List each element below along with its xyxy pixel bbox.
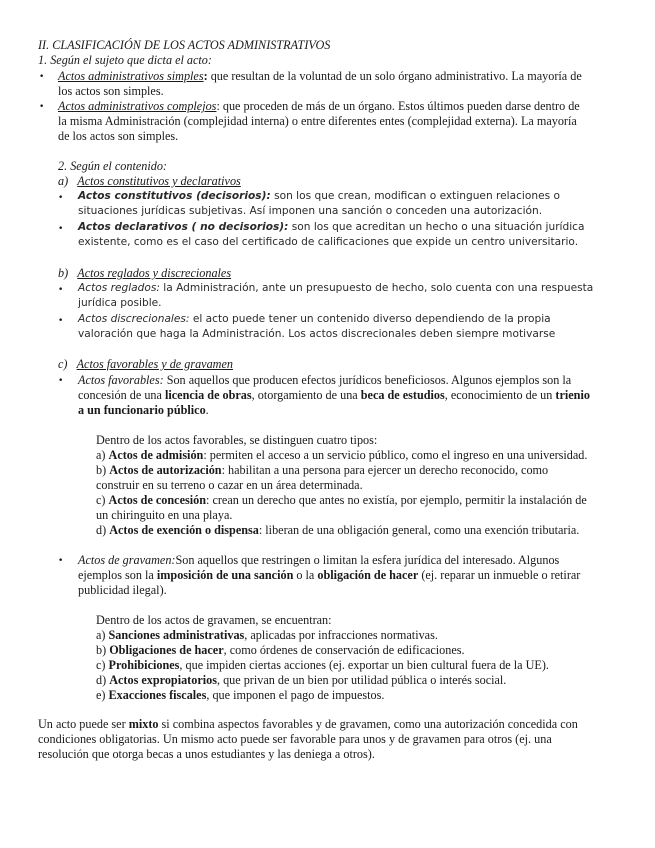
bullet-icon: • (58, 193, 64, 203)
gravamen-item-d: d) Actos expropiatorios, que privan de un bien por utilidad pública o interés social. (96, 673, 507, 687)
subsection-2-heading: 2. Según el contenido: (58, 159, 167, 173)
regulated-term: Actos reglados: (78, 282, 160, 294)
favorable-intro: Dentro de los actos favorables, se distinguen cuatro tipos: (96, 433, 378, 447)
complex-acts-term: Actos administrativos complejos (58, 99, 217, 113)
discretionary-term: Actos discrecionales: (78, 313, 190, 325)
declarative-line-1: Actos declarativos ( no decisorios): son los que acreditan un hecho o una situación jurídica (78, 221, 585, 233)
mixed-acts-line-2: condiciones obligatorias. Un mismo acto puede ser favorable para unos y de gravamen para otros (ej. una (38, 732, 552, 746)
favorable-item-a: a) Actos de admisión: permiten el acceso a un servicio público, como el ingreso en una universidad. (96, 448, 588, 462)
group-b-heading: b) Actos reglados y discrecionales (58, 266, 232, 280)
favorable-item-b: b) Actos de autorización: habilitan a una persona para ejercer un derecho reconocido, como (96, 463, 549, 477)
complex-acts-line-3: de los actos son simples. (58, 129, 179, 143)
mixed-acts-line-1: Un acto puede ser mixto si combina aspectos favorables y de gravamen, como una autorización concedida con (38, 717, 578, 731)
discretionary-line-2: valoración que haga la Administración. Los actos discrecionales deben siempre motivarse (78, 328, 556, 340)
declarative-line-2: existente, como es el caso del certificado de calificaciones que expide un centro universitario. (78, 236, 579, 248)
gravamen-line-1: Actos de gravamen:Son aquellos que restringen o limitan la esfera jurídica del interesado. Algunos (78, 553, 560, 567)
discretionary-line-1: Actos discrecionales: el acto puede tener un contenido diverso dependiendo de la propia (78, 313, 551, 325)
constitutive-line-2: situaciones jurídicas subjetivas. Así imponen una sanción o conceden una autorización. (78, 205, 543, 217)
complex-acts-line-2: la misma Administración (complejidad interna) o entre diferentes entes (complejidad externa). La mayoría (58, 114, 577, 128)
favorable-line-2: concesión de una licencia de obras, otorgamiento de una beca de estudios, econocimiento de un trienio (78, 388, 590, 402)
mixed-acts-line-3: resolución que otorga becas a unos estudiantes y las deniega a otros). (38, 747, 375, 761)
gravamen-item-e: e) Exacciones fiscales, que imponen el pago de impuestos. (96, 688, 385, 702)
simple-acts-line-2: los actos son simples. (58, 84, 164, 98)
favorable-item-b-cont: construir en su terreno o cazar en un área determinada. (96, 478, 363, 492)
simple-acts-term: Actos administrativos simples (58, 69, 204, 83)
gravamen-line-2: ejemplos son la imposición de una sanción o la obligación de hacer (ej. reparar un inmueble o retirar (78, 568, 581, 582)
favorable-item-c-cont: un chiringuito en una playa. (96, 508, 233, 522)
favorable-line-1: Actos favorables: Son aquellos que producen efectos jurídicos beneficiosos. Algunos ejemplos son la (78, 373, 572, 387)
group-a-heading: a) Actos constitutivos y declarativos (58, 174, 241, 188)
bullet-icon: • (58, 316, 64, 326)
regulated-line-1: Actos reglados: la Administración, ante un presupuesto de hecho, solo cuenta con una respuesta (78, 282, 594, 294)
gravamen-item-a: a) Sanciones administrativas, aplicadas por infracciones normativas. (96, 628, 438, 642)
favorable-line-3: a un funcionario público. (78, 403, 209, 417)
favorable-term: Actos favorables: (78, 373, 164, 387)
bullet-icon: • (58, 224, 64, 234)
bullet-icon: • (58, 376, 64, 386)
gravamen-intro: Dentro de los actos de gravamen, se encuentran: (96, 613, 332, 627)
gravamen-term: Actos de gravamen: (78, 553, 176, 567)
bullet-icon: • (58, 285, 64, 295)
constitutive-line-1: Actos constitutivos (decisorios): son los que crean, modifican o extinguen relaciones o (78, 190, 560, 202)
gravamen-item-c: c) Prohibiciones, que impiden ciertas acciones (ej. exportar un bien cultural fuera de la UE). (96, 658, 549, 672)
bullet-icon: • (39, 72, 45, 82)
gravamen-item-b: b) Obligaciones de hacer, como órdenes de conservación de edificaciones. (96, 643, 465, 657)
subsection-1-heading: 1. Según el sujeto que dicta el acto: (38, 53, 212, 67)
constitutive-term: Actos constitutivos (decisorios): (78, 190, 271, 202)
group-c-heading: c) Actos favorables y de gravamen (58, 357, 233, 371)
regulated-line-2: jurídica posible. (78, 297, 162, 309)
complex-acts-line-1: Actos administrativos complejos: que proceden de más de un órgano. Estos últimos pueden darse dentro de (58, 99, 580, 113)
gravamen-line-3: publicidad ilegal). (78, 583, 167, 597)
simple-acts-line-1: Actos administrativos simples: que resultan de la voluntad de un solo órgano administrativo. La mayoría de (58, 69, 582, 83)
section-title: II. CLASIFICACIÓN DE LOS ACTOS ADMINISTRATIVOS (38, 38, 331, 52)
bullet-icon: • (58, 556, 64, 566)
favorable-item-d: d) Actos de exención o dispensa: liberan de una obligación general, como una exención tributaria. (96, 523, 580, 537)
declarative-term: Actos declarativos ( no decisorios): (78, 221, 289, 233)
bullet-icon: • (39, 102, 45, 112)
favorable-item-c: c) Actos de concesión: crean un derecho que antes no existía, por ejemplo, permitir la instalación de (96, 493, 587, 507)
